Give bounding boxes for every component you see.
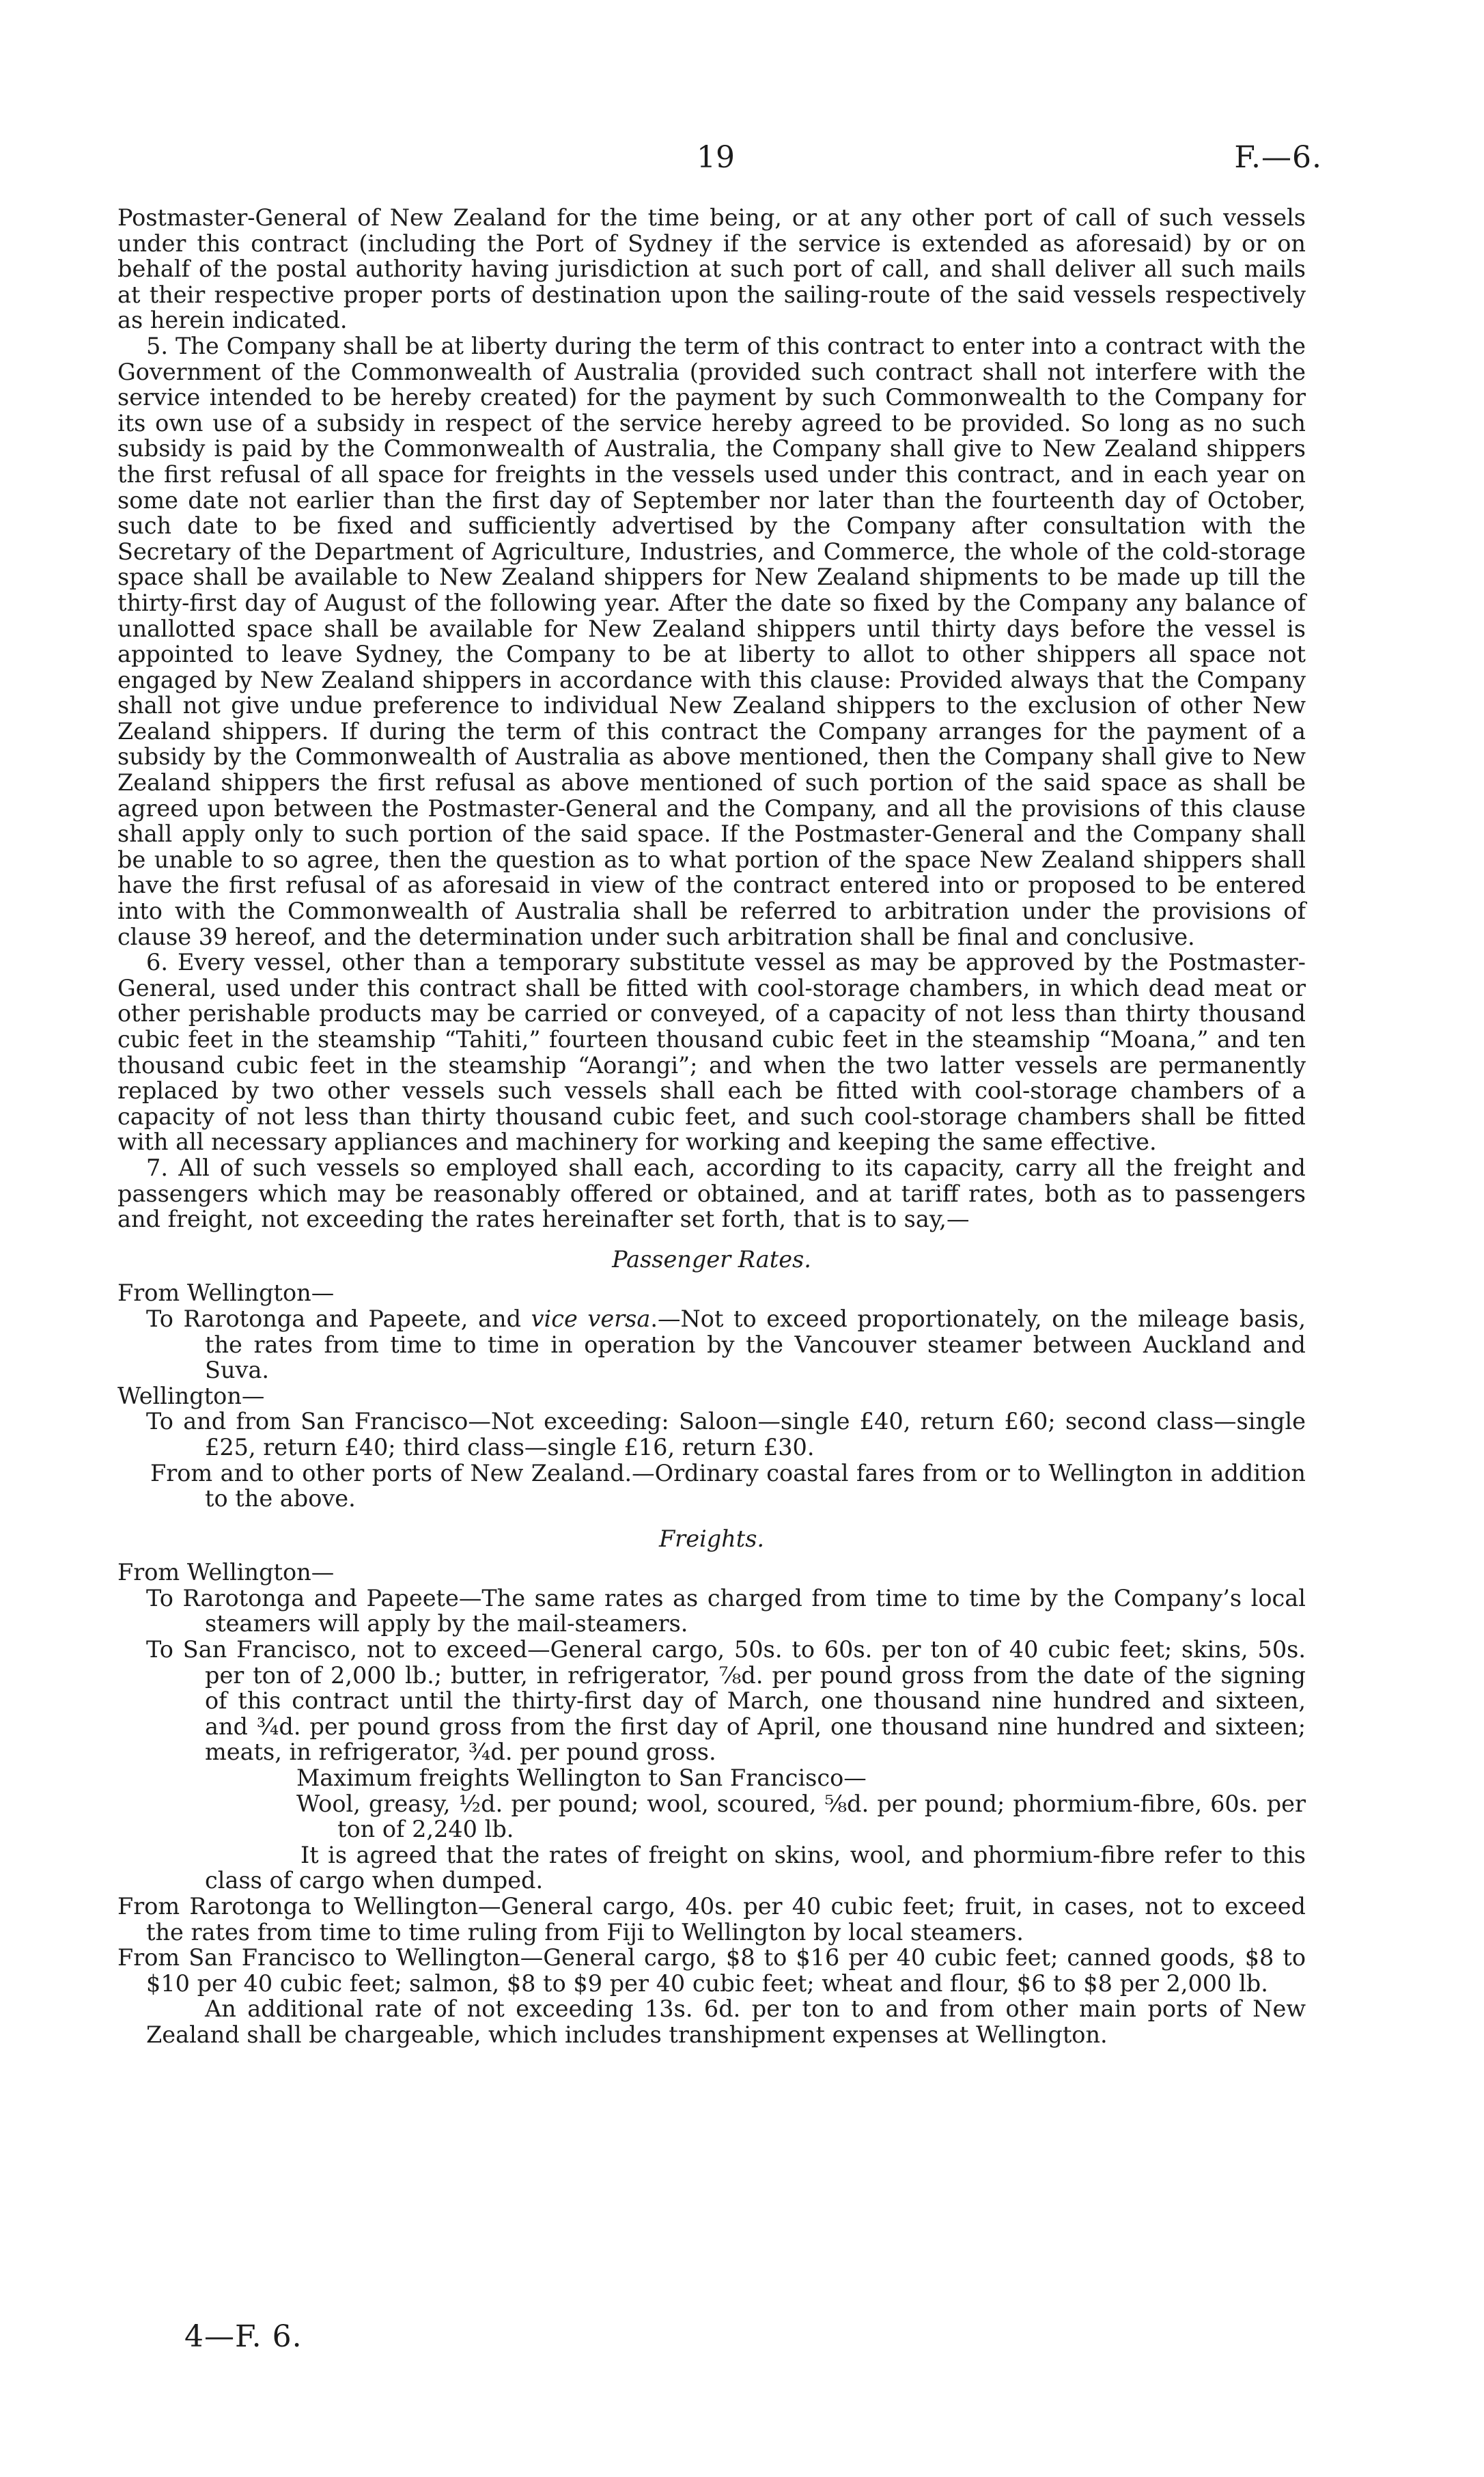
vice-versa: vice versa (531, 1305, 651, 1332)
passenger-rarotonga (117, 1306, 1306, 1383)
freight-additional: An additional rate of not exceeding 13s. 6d. per ton to and from other main ports of New Zealand shall be chargeable, which includes transhipment expenses at Wellington. (146, 1995, 1306, 2048)
freights-heading: Freights. (658, 1525, 765, 1552)
paragraph-6: 6. Every vessel, other than a temporary substitute vessel as may be approved by the Postmaster-General, used under this contract shall be fitted with cool-storage chambers, in which dead meat or other perishable products may be carried or conveyed, of a capacity of not less than thirty thousand cubic feet in the steamship “Tahiti,” fourteen thousand cubic feet in the steamship “Moana,” and ten thousand cubic feet in the steamship “Aorangi”; and when the two latter vessels are permanently replaced by two other vessels such vessels shall each be fitted with cool-storage chambers of a capacity of not less than thirty thousand cubic feet, and such cool-storage chambers shall be fitted with all necessary appliances and machinery for working and keeping the same effective. (117, 949, 1306, 1156)
paragraph-7: 7. All of such vessels so employed shall each, according to its capacity, carry all the freight and passengers which may be reasonably offered or obtained, and at tariff rates, both as to passengers and freight, not exceeding the rates hereinafter set forth, that is to say,— (117, 1154, 1306, 1233)
freight-wool: Wool, greasy, ½d. per pound; wool, scoured, ⅝d. per pound; phormium-fibre, 60s. per ton of 2,240 lb. (296, 1790, 1306, 1843)
freight-to-rarotonga: To Rarotonga and Papeete—The same rates as charged from time to time by the Company’s local steamers will apply by the mail-steamers. (146, 1584, 1306, 1637)
document-body (117, 205, 1306, 2048)
paragraph-5: 5. The Company shall be at liberty during the term of this contract to enter into a contract with the Government of the Commonwealth of Australia (provided such contract shall not interfere with the service intended to be hereby created) for the payment by such Commonwealth to the Company for its own use of a subsidy in respect of the service hereby agreed to be provided. So long as no such subsidy is paid by the Commonwealth of Australia, the Company shall give to New Zealand shippers the first refusal of all space for freights in the vessels used under this contract, and in each year on some date not earlier than the first day of September nor later than the fourteenth day of October, such date to be fixed and sufficiently advertised by the Company after consultation with the Secretary of the Department of Agriculture, Industries, and Commerce, the whole of the cold-storage space shall be available to New Zealand shippers for New Zealand shipments to be made up till the thirty-first day of August of the following year. After the date so fixed by the Company any balance of unallotted space shall be available for New Zealand shippers until thirty days before the vessel is appointed to leave Sydney, the Company to be at liberty to allot to other shippers all space not engaged by New Zealand shippers in accordance with this clause: Provided always that the Company shall not give undue preference to individual New Zealand shippers to the exclusion of other New Zealand shippers. If during the term of this contract the Company arranges for the payment of a subsidy by the Commonwealth of Australia as above mentioned, then the Company shall give to New Zealand shippers the first refusal as above mentioned of such portion of the said space as shall be agreed upon between the Postmaster-General and the Company, and all the provisions of this clause shall apply only to such portion of the said space. If the Postmaster-General and the Company shall be unable to so agree, then the question as to what portion of the space New Zealand shippers shall have the first refusal of as aforesaid in view of the contract entered into or proposed to be entered into with the Commonwealth of Australia shall be referred to arbitration under the provisions of clause 39 hereof, and the determination under such arbitration shall be final and conclusive. (117, 332, 1306, 950)
paragraph-intro: Postmaster-General of New Zealand for the time being, or at any other port of call of such vessels under this contract (including the Port of Sydney if the service is extended as aforesaid) by or on behalf of the postal authority having jurisdiction at such port of call, and shall deliver all such mails at their respective proper ports of destination upon the sailing-route of the said vessels respectively as herein indicated. (117, 204, 1306, 334)
passenger-from-wellington: From Wellington— (117, 1279, 335, 1307)
signature-mark: 4—F. 6. (184, 2319, 303, 2354)
document-reference: F.—6. (1234, 140, 1322, 175)
passenger-rates-heading: Passenger Rates. (612, 1245, 811, 1273)
page-number: 19 (697, 140, 735, 175)
freight-from-san-francisco: From San Francisco to Wellington—General cargo, $8 to $16 per 40 cubic feet; canned goods, $8 to $10 per 40 cubic feet; salmon, $8 to $9 per 40 cubic feet; wheat and flour, $6 to $8 per 2,000 lb. (117, 1944, 1306, 1997)
freight-to-san-francisco: To San Francisco, not to exceed—General cargo, 50s. to 60s. per ton of 40 cubic feet; skins, 50s. per ton of 2,000 lb.; butter, in refrigerator, ⅞d. per pound gross from the date of the signing of this contract until the thirty-first day of March, one thousand nine hundred and sixteen, and ¾d. per pound gross from the first day of April, one thousand nine hundred and sixteen; meats, in refrigerator, ¾d. per pound gross. (146, 1636, 1306, 1766)
freight-maximum-heading: Maximum freights Wellington to San Francisco— (296, 1765, 867, 1792)
freight-from-wellington: From Wellington— (117, 1559, 335, 1586)
freight-agreed: It is agreed that the rates of freight on skins, wool, and phormium-fibre refer to this class of cargo when dumped. (205, 1841, 1306, 1894)
passenger-san-francisco: To and from San Francisco—Not exceeding: Saloon—single £40, return £60; second class—single £25, return £40; third class—single £16, return £30. (146, 1408, 1306, 1461)
passenger-rarotonga-post: .—Not to exceed proportionately, on the mileage basis, the rates from time to time in operation by the Vancouver steamer between Auckland and Suva. (205, 1305, 1306, 1384)
freight-from-rarotonga: From Rarotonga to Wellington—General cargo, 40s. per 40 cubic feet; fruit, in cases, not to exceed the rates from time to time ruling from Fiji to Wellington by local steamers. (117, 1893, 1306, 1946)
passenger-other-ports: From and to other ports of New Zealand.—Ordinary coastal fares from or to Wellington in addition to the above. (150, 1459, 1306, 1512)
passenger-wellington: Wellington— (117, 1382, 265, 1409)
passenger-rarotonga-pre: To Rarotonga and Papeete, and (146, 1305, 531, 1332)
page-header (0, 140, 1484, 181)
